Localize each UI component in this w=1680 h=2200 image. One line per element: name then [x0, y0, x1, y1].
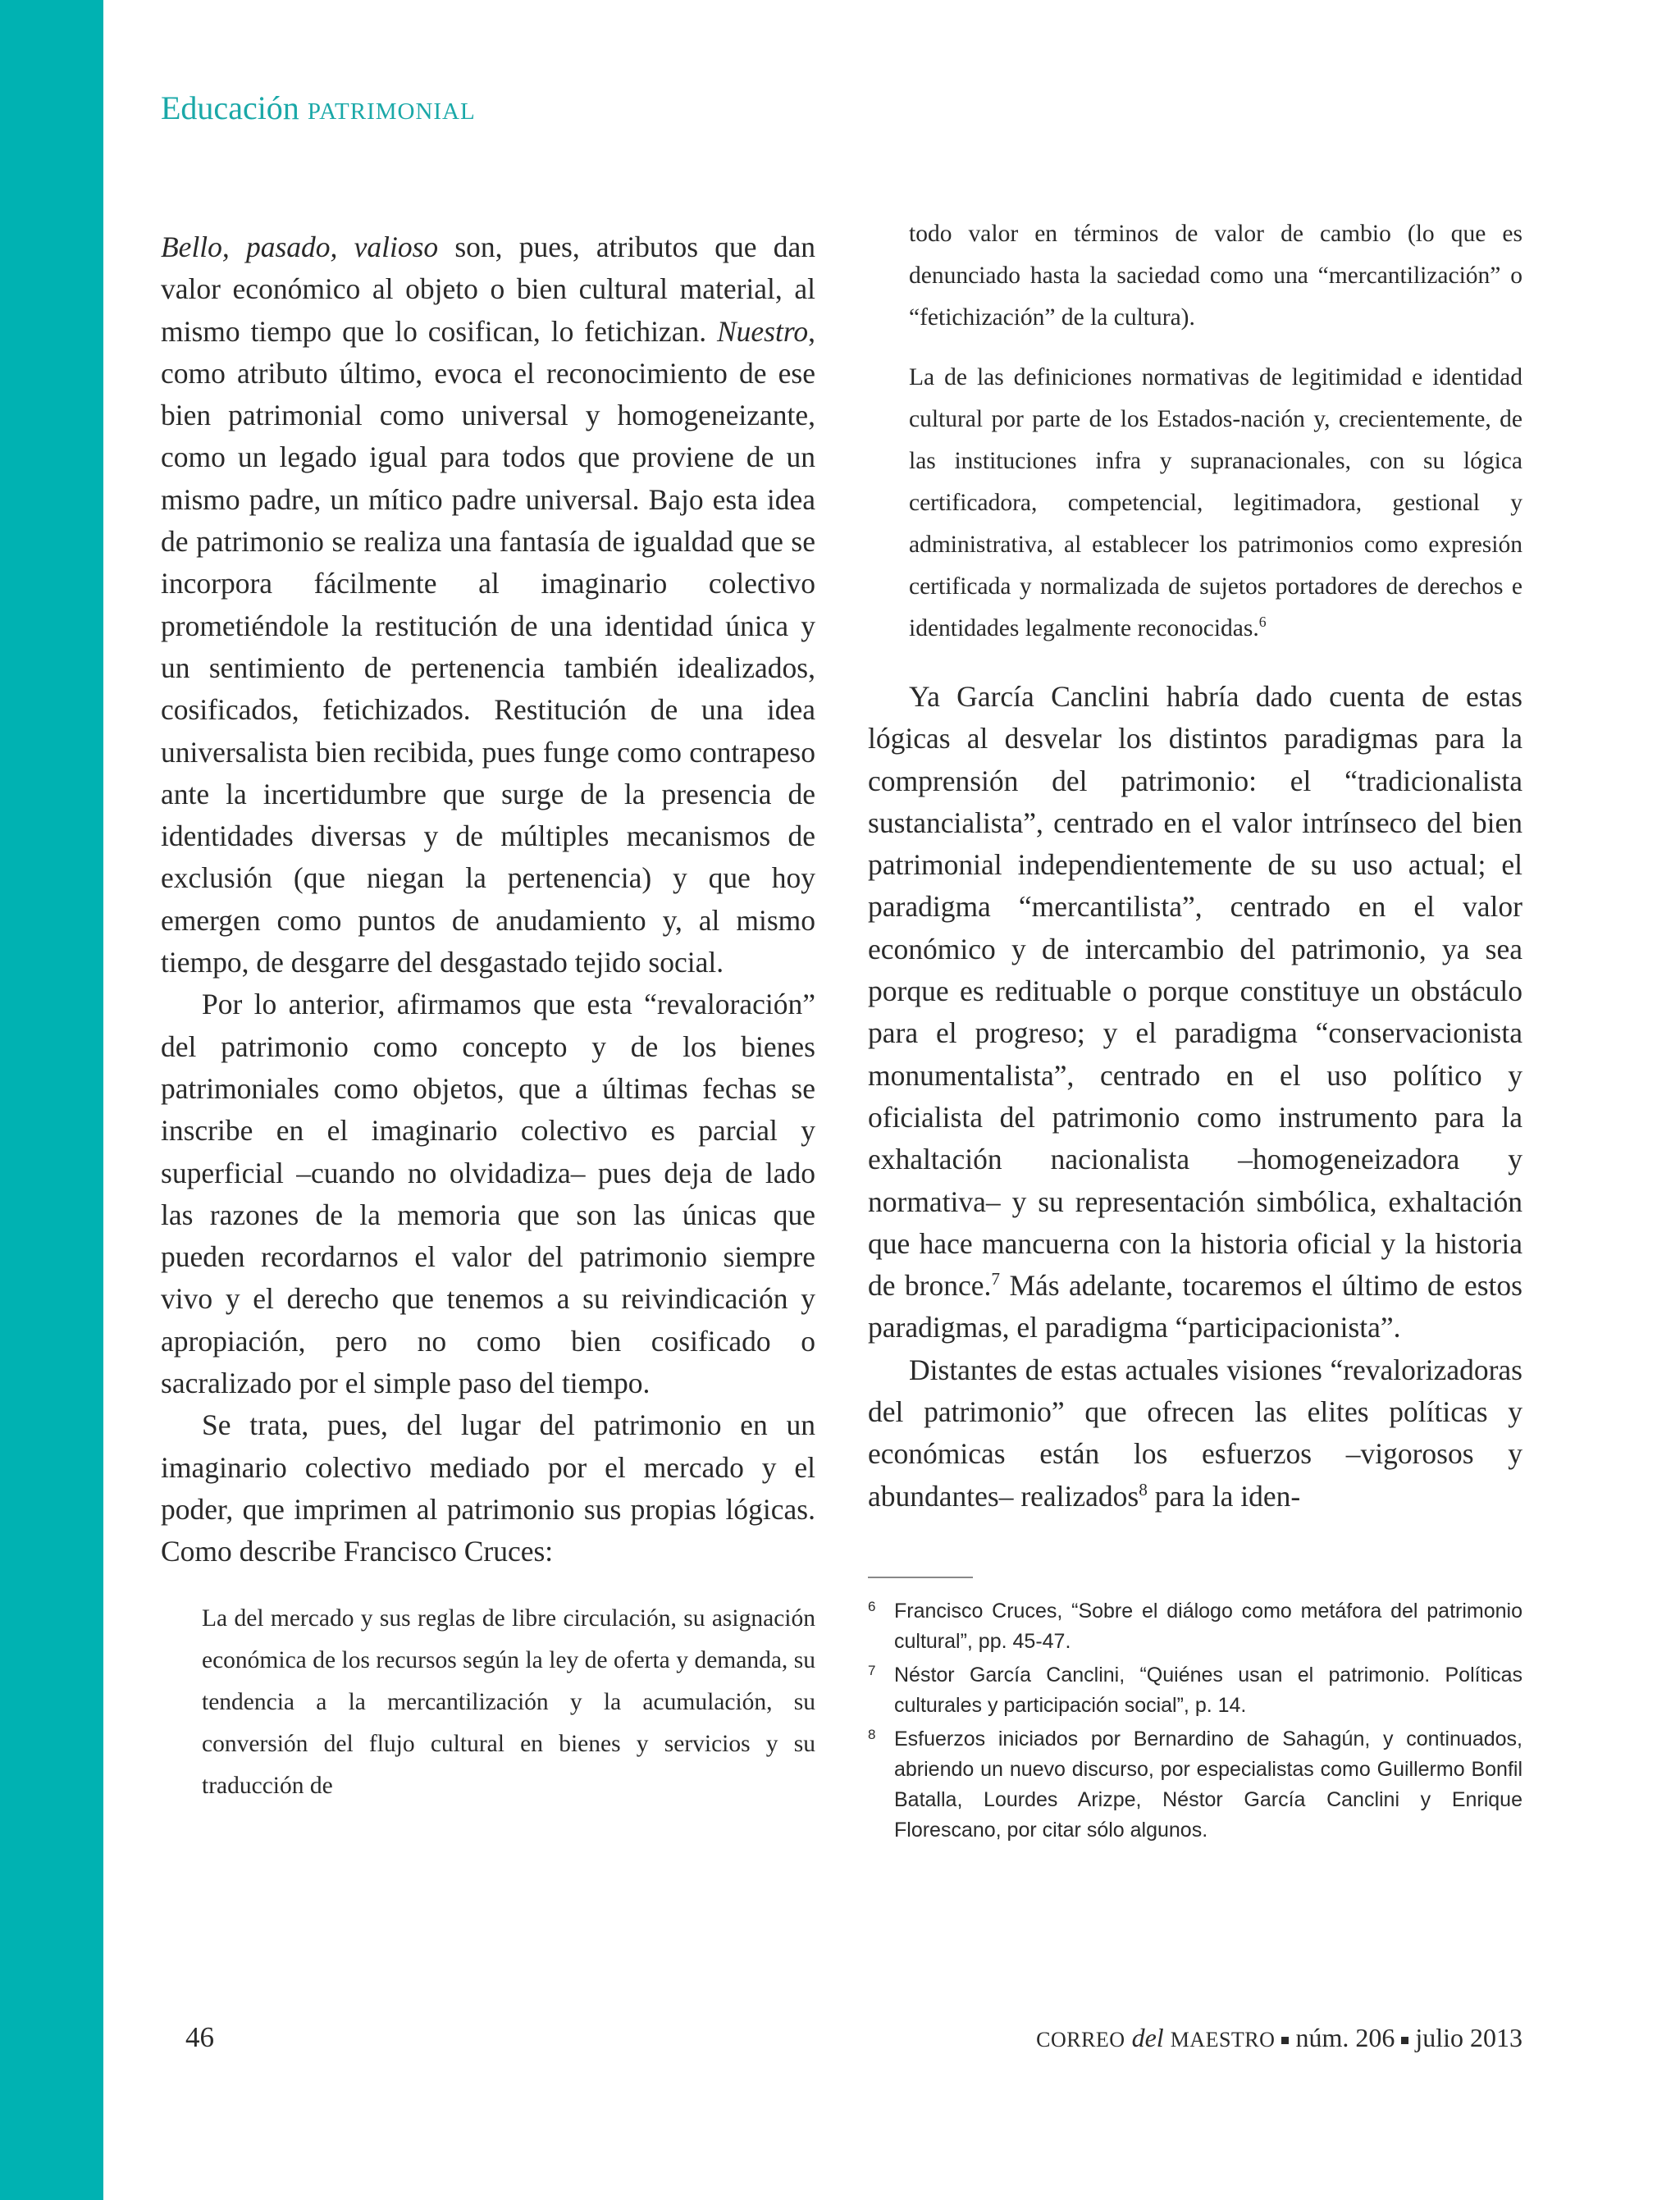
bullet-separator [1281, 2037, 1289, 2044]
footnote-text: Néstor García Canclini, “Quiénes usan el patrimonio. Políticas culturales y participación social”, p. 14. [894, 1663, 1522, 1717]
paragraph-text: Ya García Canclini habría dado cuenta de estas lógicas al desvelar los distintos paradigmas para la comprensión del patrimonio: el “tradicionalista sustancialista”, centrado en el valor intrínseco del bien patrimonial independientemente de su uso actual; el paradigma “mercantilista”, centrado en el valor económico y de intercambio del patrimonio, ya sea porque es redituable o porque constituye un obstáculo para el progreso; y el paradigma “conservacionista monumentalista”, centrado en el uso político y oficialista del patrimonio como instrumento para la exhaltación nacionalista –homogeneizadora y normativa– y su representación simbólica, exhaltación que hace mancuerna con la historia oficial y la historia de bronce. [868, 680, 1522, 1303]
publication-name-b: MAESTRO [1170, 2028, 1276, 2052]
body-paragraph-5 [868, 1349, 1522, 1518]
footnote-text: Esfuerzos iniciados por Bernardino de Sahagún, y continuados, abriendo un nuevo discurso, por especialistas como Guillermo Bonfil Batalla, Lourdes Arizpe, Néstor García Canclini y Enrique Florescano, por citar sólo algunos. [894, 1727, 1522, 1842]
page-number: 46 [185, 2021, 214, 2053]
footnote-number: 8 [868, 1726, 876, 1742]
bullet-separator [1401, 2037, 1408, 2044]
footnote-number: 6 [868, 1598, 876, 1614]
publication-name-del: del [1131, 2023, 1164, 2052]
issue-number: núm. 206 [1295, 2023, 1395, 2052]
emphasis-nuestro: Nuestro [717, 314, 809, 348]
paragraph-text: Distantes de estas actuales visiones “revalorizadoras del patrimonio” que ofrecen las elites políticas y económicas están los esfuerzos –vigorosos y abundantes– realizados [868, 1353, 1522, 1513]
paragraph-text: , como atributo último, evoca el reconocimiento de ese bien patrimonial como universal y homogeneizante, como un legado igual para todos que proviene de un mismo padre, un mítico padre universal. Bajo esta idea de patrimonio se realiza una fantasía de igualdad que se incorpora fácilmente al imaginario colectivo prometiéndole la restitución de una identidad única y un sentimiento de pertenencia también idealizados, cosificados, fetichizados. Restitución de una idea universalista bien recibida, pues funge como contrapeso ante la incertidumbre que surge de la presencia de identidades diversas y de múltiples mecanismos de exclusión (que niegan la pertenencia) y que hoy emergen como puntos de anudamiento y, al mismo tiempo, de desgarre del desgastado tejido social. [161, 314, 815, 979]
block-quote-continued: todo valor en términos de valor de cambio (lo que es denunciado hasta la saciedad como una “mercantilización” o “fetichización” de la cultura). [909, 221, 1522, 331]
footnote-ref-6[interactable]: 6 [1258, 614, 1267, 631]
footnote-ref-7[interactable]: 7 [991, 1269, 1001, 1289]
footnote-7 [868, 1660, 1522, 1721]
quote-text: La de las definiciones normativas de legitimidad e identidad cultural por parte de los Estados-nación y, crecientemente, de las instituciones infra y supranacionales, con su lógica certificadora, competencial, legitimadora, gestional y administrativa, al establecer los patrimonios como expresión certificada y normalizada de sujetos portadores de derechos e identidades legalmente reconocidas. [909, 364, 1522, 641]
publication-name-a: CORREO [1036, 2028, 1125, 2052]
margin-color-band [0, 0, 103, 2200]
paragraph-text: son, pues, atributos que dan valor económico al objeto o bien cultural material, al mismo tiempo que lo cosifican, lo fetichizan. [161, 230, 816, 348]
paragraph-text: para la iden- [1147, 1479, 1301, 1513]
left-column [161, 226, 815, 1807]
footnote-text: Francisco Cruces, “Sobre el diálogo como metáfora del patrimonio cultural”, pp. 45-47. [894, 1599, 1522, 1653]
body-paragraph-4 [868, 676, 1522, 1349]
body-paragraph-1 [161, 226, 815, 984]
footnote-8 [868, 1724, 1522, 1846]
section-header-subtitle: PATRIMONIAL [307, 98, 476, 125]
block-quote-2 [868, 357, 1522, 650]
footnote-number: 7 [868, 1662, 876, 1678]
right-column [868, 221, 1522, 1849]
section-header [161, 89, 476, 127]
block-quote-start: La del mercado y sus reglas de libre circulación, su asignación económica de los recursos según la ley de oferta y demanda, su tendencia a la mercantilización y la acumulación, su conversión del flujo cultural en bienes y servicios y su traducción de [202, 1604, 815, 1799]
footnote-6 [868, 1596, 1522, 1657]
section-header-word: Educación [161, 89, 299, 126]
publication-footer [1036, 2023, 1522, 2053]
footnote-ref-8[interactable]: 8 [1139, 1479, 1148, 1499]
body-paragraph-2: Por lo anterior, afirmamos que esta “revaloración” del patrimonio como concepto y de los bienes patrimoniales como objetos, que a últimas fechas se inscribe en el imaginario colectivo es parcial y superficial –cuando no olvidadiza– pues deja de lado las razones de la memoria que son las únicas que pueden recordarnos el valor del patrimonio siempre vivo y el derecho que tenemos a su reivindicación y apropiación, pero no como bien cosificado o sacralizado por el simple paso del tiempo. [161, 988, 815, 1400]
emphasis-bello-pasado-valioso: Bello, pasado, valioso [161, 230, 439, 263]
footnote-divider [868, 1577, 973, 1578]
issue-date: julio 2013 [1415, 2023, 1522, 2052]
paragraph-text: Más adelante, tocaremos el último de estos paradigmas, el paradigma “participacionista”. [868, 1269, 1522, 1344]
body-paragraph-3: Se trata, pues, del lugar del patrimonio en un imaginario colectivo mediado por el mercado y el poder, que imprimen al patrimonio sus propias lógicas. Como describe Francisco Cruces: [161, 1408, 815, 1568]
